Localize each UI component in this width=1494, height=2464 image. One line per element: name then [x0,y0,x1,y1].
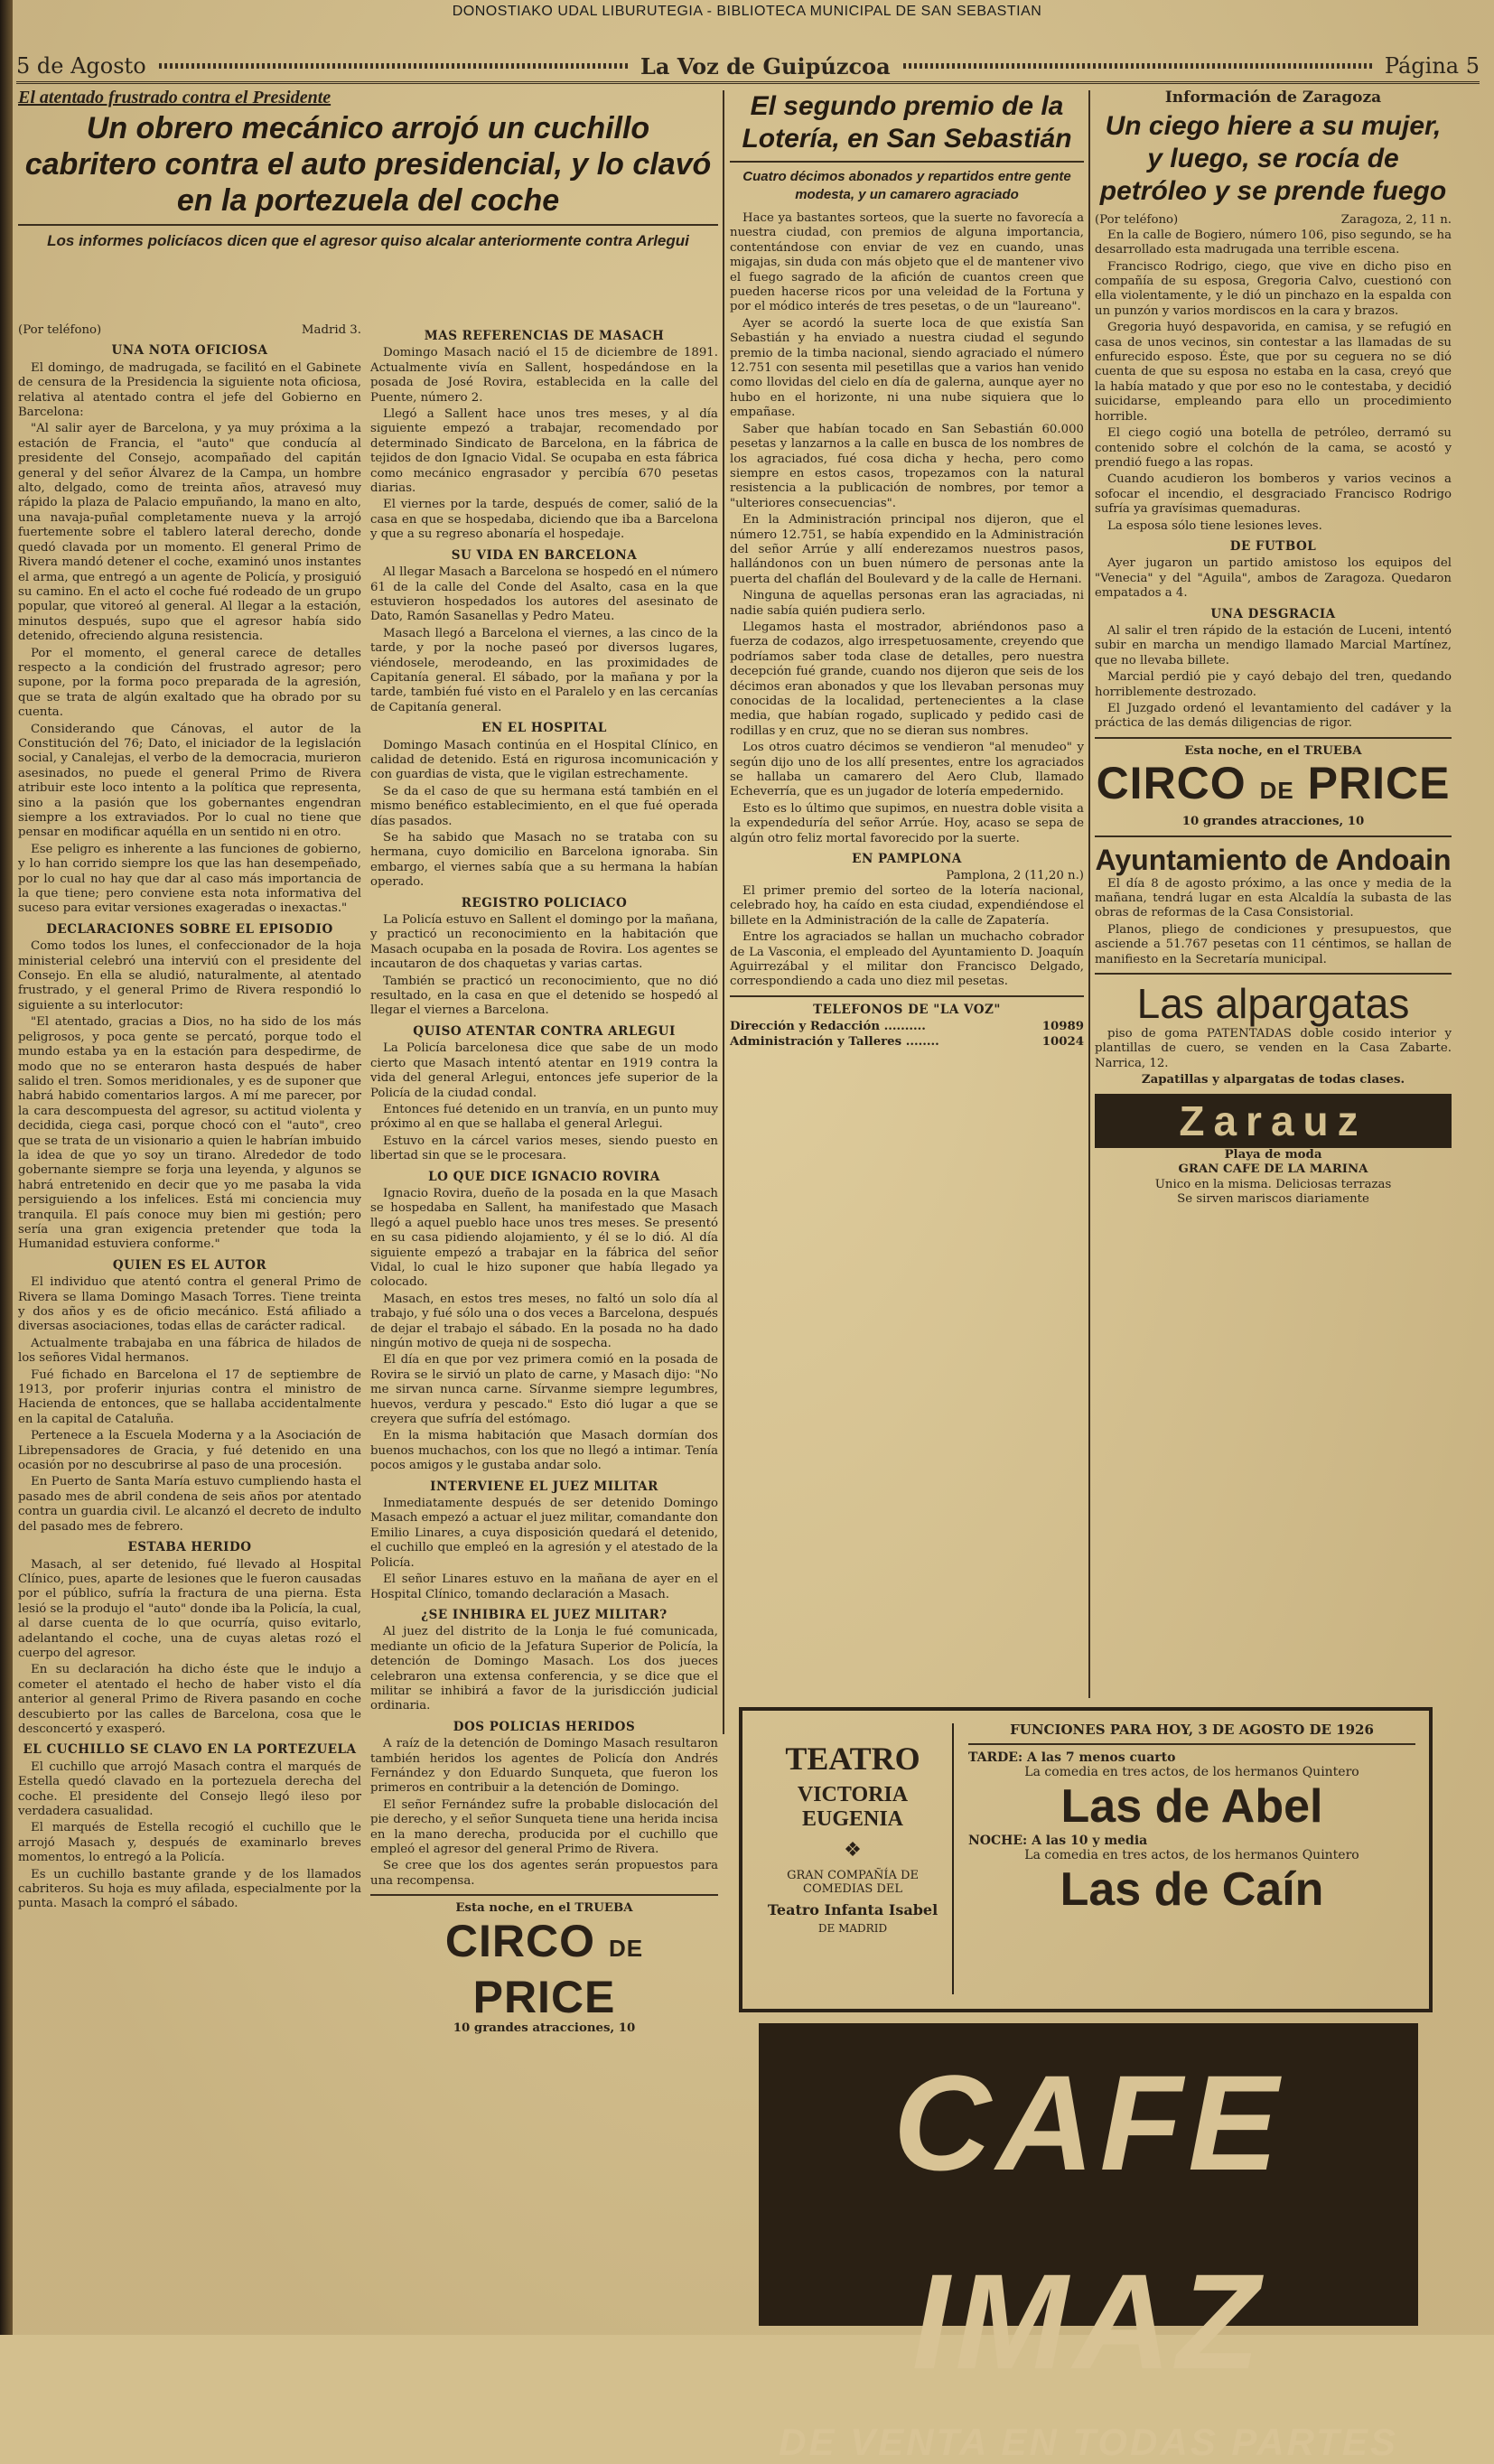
company-line: DE MADRID [817,1922,888,1935]
telephones-title: TELEFONOS DE "LA VOZ" [813,1002,1001,1017]
library-banner: DONOSTIAKO UDAL LIBURUTEGIA - BIBLIOTECA MUNICIPAL DE SAN SEBASTIAN [452,4,1042,19]
subhead: INTERVIENE EL JUEZ MILITAR [430,1479,658,1494]
subhead: ESTABA HERIDO [127,1540,252,1555]
circo-ad-sub: 10 grandes atracciones, 10 [1181,815,1365,829]
dateline [18,323,361,338]
circo-de: DE [608,1934,644,1962]
paragraph: El viernes por la tarde, después de comer, salió de la casa en que se hospedaba, diciendo que iba a Barcelona y que a su regreso abonaría el hospedaje. [370,498,718,542]
paragraph: El señor Linares estuvo en la mañana de ayer en el Hospital Clínico, tomando declaración a Masach. [370,1573,718,1601]
paragraph: Se da el caso de que su hermana está también en el mismo benéfico establecimiento, en el que fué operada días pasados. [370,784,718,828]
divider [370,1894,718,1896]
paragraph: Cuando acudieron los bomberos y varios vecinos a sofocar el incendio, el desgraciado Francisco Rodrigo sufría ya gravísimas quemaduras. [1095,472,1452,517]
paragraph: El primer premio del sorteo de la lotería nacional, celebrado hoy, ha caído en esta ciudad, expendiéndose el billete en la Administración de la calle de Zapatería. [730,883,1084,928]
paragraph: Planos, pliego de condiciones y presupuestos, que asciende a 51.767 pesetas con 11 céntimos, se hallan de manifiesto en la Secretaría municipal. [1095,922,1452,966]
cafe-subtitle: DE VENTA EN TODAS PARTES [779,2421,1398,2463]
lottery-headline: El segundo premio de la Lotería, en San Sebastián [742,91,1072,154]
program-heading: FUNCIONES PARA HOY, 3 DE AGOSTO DE 1926 [1010,1722,1374,1738]
paragraph: El señor Fernández sufre la probable dislocación del pie derecho, y el señor Sunqueta tiene una herida incisa en la mano derecha, producida por el cuchillo que empleó el agresor del general Primo de Rivera. [370,1797,718,1856]
alpargatas-ad-title: Las alpargatas [1136,980,1410,1028]
article-deck: Los informes policíacos dicen que el agresor quiso alcalar anteriormente contra Arlegui [47,232,689,250]
paragraph: Al juez del distrito de la Lonja le fué comunicada, mediante un oficio de la Jefatura Superior de Policía, la detención de Domingo Masach. Los dos jueces celebraron una extensa conferencia, y se dice que el militar se inhibirá a favor de la jurisdicción judicial ordinaria. [370,1625,718,1713]
paragraph: El día 8 de agosto próximo, a las once y media de la mañana, tendrá lugar en esta Alcaldía la subasta de las obras de reformas de la Casa Consistorial. [1095,876,1452,920]
play-title: Las de Caín [1060,1863,1324,1916]
paragraph: piso de goma PATENTADAS doble cosido interior y plantillas de cuero, se venden en la Casa Zabarte. Narrica, 12. [1095,1027,1452,1070]
paragraph: El individuo que atentó contra el general Primo de Rivera se llama Domingo Masach Torres. Tiene treinta y dos años y es de oficio mecánico. Está afiliado a diversas asociaciones, todas ellas de carácter radical. [18,1275,361,1334]
paragraph: Zapatillas y alpargatas de todas clases. [1141,1073,1405,1087]
paragraph: Francisco Rodrigo, ciego, que vive en dicho piso en compañía de su esposa, Gregoria Calvo, cuestionó con ella violentamente, y le dió un pinchazo en la espalda con un punzón y varios mordiscos en la cara y brazos. [1095,259,1452,318]
circo-price: PRICE [472,1971,616,2022]
zarauz-line: Se sirven mariscos diariamente [1177,1191,1369,1206]
paragraph: Los otros cuatro décimos se vendieron "al menudeo" y según dijo uno de los allí presentes, entre los agraciados se hallaba un camarero del Aero Club, llamado Echeverría, que es un jugador de lotería empedernido. [730,741,1084,799]
divider [1095,737,1452,739]
paragraph: Domingo Masach nació el 15 de diciembre de 1891. Actualmente vivía en Sallent, hospedándose en la posada de José Rovira, establecida en la calle del Puente, número 2. [370,346,718,405]
divider [1095,835,1452,837]
zarauz-banner [1095,1094,1452,1148]
divider [730,161,1084,163]
subhead: DOS POLICIAS HERIDOS [453,1719,636,1734]
paragraph: Estuvo en la cárcel varios meses, siendo puesto en libertad sin que se le procesara. [370,1134,718,1163]
circo-word: CIRCO [444,1915,596,1966]
paragraph: Ayer jugaron un partido amistoso los equipos del "Venecia" y del "Aguila", ambos de Zaragoza. Quedaron empatados a 4. [1095,556,1452,601]
paragraph: El cuchillo que arrojó Masach contra el marqués de Estella quedó clavado en la portezuela derecha del coche. El presidente del Consejo llegó ileso por verdadera casualidad. [18,1759,361,1818]
paragraph: Masach, al ser detenido, fué llevado al Hospital Clínico, pues, aparte de lesiones que le fueron causadas por el público, sufría la fractura de una pierna. Esta lesió se la produjo el "auto" donde iba la Policía, la cual, al darse cuenta de lo que ocurría, quiso evitarlo, adelantando el coche, una de cuyas aletas rozó el cuerpo del agresor. [18,1557,361,1660]
paragraph: Por el momento, el general carece de detalles respecto a la condición del frustrado agresor; pero supone, por la forma poco preparada de la agresión, que se trata de algún exaltado que ha obrado por su cuenta. [18,646,361,720]
divider [1095,973,1452,975]
paragraph: Entre los agraciados se hallan un muchacho cobrador de La Vasconia, el empleado del Ayuntamiento D. Joaquín Aguirrezábal y el militar don Francisco Delgado, correspondiendo a cada uno diez mil pesetas. [730,930,1084,989]
circo-price: PRICE [1307,758,1451,809]
telephone-label: Dirección y Redacción .......... [730,1020,926,1034]
subhead: QUIEN ES EL AUTOR [112,1257,267,1273]
circo-ad-top: Esta noche, en el TRUEBA [455,1901,633,1916]
paragraph: El día en que por vez primera comió en la posada de Rovira se le sirvió un plato de carne, y Masach dijo: "No me sirvan nunca carne. Sírvanme siempre legumbres, huevos, verdura y pescado." Esto dió lugar a que se creyera que sufría del estómago. [370,1353,718,1427]
paragraph: Marcial perdió pie y cayó debajo del tren, quedando horriblemente destrozado. [1095,670,1452,699]
play-description: La comedia en tres actos, de los hermanos Quintero [1024,1765,1359,1779]
article-headline: Un obrero mecánico arrojó un cuchillo cabritero contra el auto presidencial, y lo clavó en la portezuela del coche [24,111,712,219]
paragraph: La esposa sólo tiene lesiones leves. [1107,518,1322,533]
paragraph: Masach llegó a Barcelona el viernes, a las cinco de la tarde, y por la noche paseó por diversos lugares, viéndosele, merodeando, en las proximidades de Capitanía general. El sábado, por la mañana y por la tarde, también fué visto en el Paralelo y en las cercanías de Capitanía general. [370,626,718,714]
paragraph: Se cree que los dos agentes serán propuestos para una recompensa. [370,1859,718,1888]
header-paper: La Voz de Guipúzcoa [640,52,891,79]
article-column-1 [18,323,361,1914]
header-rule [903,63,1372,69]
paragraph: Entonces fué detenido en un tranvía, en un punto muy próximo al en que se hallaba el general Arlegui. [370,1102,718,1132]
paragraph: Considerando que Cánovas, el autor de la Constitución del 76; Dato, el iniciador de la legislación social, y Canalejas, el verbo de la democracia, murieron asesinados, no puede el general Primo de Rivera atribuir este loco intento a la política que representa, sino a la pasión que los gobernantes engendran siempre a los extraviados. Por lo cual no tiene que pensar en modificar aquélla en un sentido ni en otro. [18,722,361,840]
header-date: 5 de Agosto [16,53,146,79]
cafe-title: CAFE IMAZ [892,2047,1284,2397]
article-column-3 [730,90,1084,1050]
divider [18,224,718,226]
teatro-ad [739,1707,1433,2012]
subhead: MAS REFERENCIAS DE MASACH [424,329,665,343]
paragraph: "Al salir ayer de Barcelona, y ya muy próxima a la estación de Francia, el "auto" que conducía al presidente del Consejo, acompañado del capitán general y del señor Álvarez de la Campa, un hombre alto, delgado, como de treinta años, atravesó muy rápido la plaza de Palacio empuñando, la mano en alto, una navaja-puñal completamente nueva y la arrojó fuertemente sobre el tablero lateral derecho, donde quedó clavada por un momento. El general Primo de Rivera mandó detener el coche, examinó unos instantes el arma, que entregó a un agente de Policía, y prosiguió su camino. En el acto el coche fué rodeado de un grupo popular, que vitoreó al general. Al llegar a la estación, minutos después, supo que el agresor había sido detenido, ofreciendo alguna resistencia. [18,422,361,644]
page-binding-edge [0,0,13,2335]
paragraph: Esto es lo último que supimos, en nuestra doble visita a la expendeduría del señor Arrúe. Hoy, acaso se sepa de algún otro feliz mortal favorecido por la suerte. [730,801,1084,845]
subhead: SU VIDA EN BARCELONA [451,547,638,563]
paragraph: Actualmente trabajaba en una fábrica de hilados de los señores Vidal hermanos. [18,1336,361,1366]
paragraph: Ese peligro es inherente a las funciones de gobierno, y lo han corrido siempre los que las han desempeñado, por lo cual no hay que dar al caso más importancia de la que tiene; pero conviene esta nota informativa del suceso para evitar versiones exageradas o inexactas." [18,842,361,916]
circo-ad-top: Esta noche, en el TRUEBA [1184,743,1362,758]
zarauz-title: Zarauz [1179,1097,1368,1144]
paragraph: En la calle de Bogiero, número 106, piso segundo, se ha desarrollado esta madrugada una terrible escena. [1095,228,1452,257]
teatro-logo-name: VICTORIA EUGENIA [797,1783,909,1831]
paragraph: Al llegar Masach a Barcelona se hospedó en el número 61 de la calle del Conde del Asalto, casa en la que estuvieron hospedados los autores del asesinato de Dato, Ramón Sasanellas y Pedro Mateu. [370,565,718,624]
paragraph: Masach, en estos tres meses, no faltó un solo día al trabajo, y fué sólo una o dos veces a Barcelona, después de dejar el trabajo el sábado. En la posada no ha dado ningún motivo de queja ni de sospecha. [370,1292,718,1350]
cafe-imaz-ad [759,2023,1418,2463]
subhead: QUISO ATENTAR CONTRA ARLEGUI [413,1023,676,1039]
telephone-row [730,1020,1084,1034]
telephone-number: 10024 [1041,1034,1084,1049]
subhead: EN EL HOSPITAL [481,721,607,736]
article-attentat-header [18,90,718,251]
paragraph: Inmediatamente después de ser detenido Domingo Masach empezó a actuar el juez militar, comandante don Emilio Linares, a cuya disposición quedará el detenido, el cuchillo que empleó en la agresión y el atestado de la Policía. [370,1497,718,1570]
telephone-number: 10989 [1041,1020,1084,1034]
dateline-place: Zaragoza, 2, 11 n. [1340,213,1452,228]
dateline-source: (Por teléfono) [18,323,102,337]
circo-de: DE [1259,777,1294,805]
subhead: REGISTRO POLICIACO [461,895,628,910]
column-divider [1088,90,1090,1698]
zarauz-line: Playa de moda [1224,1147,1322,1162]
paragraph: Pertenece a la Escuela Moderna y a la Asociación de Librepensadores de Gracia, y fué detenido en una ocasión por no descubrirse al paso de una procesión. [18,1429,361,1473]
company-line: GRAN COMPAÑÍA DE [787,1869,919,1882]
paragraph: Ignacio Rovira, dueño de la posada en la que Masach se hospedaba en Sallent, ha manifestado que Masach llegó a aquel pueblo hace unos tres meses. Se presentó en su casa pidiendo alojamiento, y él se lo dió. Al día siguiente empezó a trabajar en la fábrica del señor Vidal, lo cual le hizo suponer que había llegado ya colocado. [370,1186,718,1290]
paragraph: En la misma habitación que Masach dormían dos buenos muchachos, con los que no llegó a intimar. Tenía pocos amigos y le gustaba andar solo. [370,1429,718,1473]
paragraph: Es un cuchillo bastante grande y de los llamados cabriteros. Su hoja es muy afilada, especialmente por la punta. Masach la compró el sábado. [18,1867,361,1911]
paragraph: Llegamos hasta el mostrador, abriéndonos paso a fuerza de codazos, algo irrespetuosamente, creyendo que podríamos saber toda clase de detalles, pero nuestra decepción fué grande, cuando nos dijeron que seis de los décimos eran abonados y que los llevaban personas muy conocidas de la localidad, pertenecientes a la clase media, que habían rogado, suplicado y pedido casi de rodillas y en cruz, que no se dieran sus nombres. [730,620,1084,738]
paragraph: A raíz de la detención de Domingo Masach resultaron también heridos los agentes de Policía don Andrés Fernández y don Eduardo Sunqueta, que fueron los primeros en contribuir a la detención de Domingo. [370,1737,718,1796]
zarauz-line: Unico en la misma. Deliciosas terrazas [1154,1177,1392,1191]
header-rule [159,63,628,69]
paragraph: También se practicó un reconocimiento, que no dió resultado, en la casa en que el detenido se hospedó al llegar el viernes a Barcelona. [370,974,718,1018]
dateline-place: Madrid 3. [301,323,361,337]
paragraph: El domingo, de madrugada, se facilitó en el Gabinete de censura de la Presidencia la siguiente nota oficiosa, relativa al atentado contra el jefe del Gobierno en Barcelona: [18,360,361,420]
andoain-ad-title: Ayuntamiento de Andoain [1095,843,1452,876]
paragraph: Se ha sabido que Masach no se trataba con su hermana, cuyo domicilio en Barcelona ignoraba. Sin embargo, el viernes sabía que a su hermana la habían operado. [370,831,718,890]
paragraph: Llegó a Sallent hace unos tres meses, y al día siguiente empezó a trabajar, recomendado por determinado Sindicato de Barcelona, en la fábrica de tejidos de don Ignacio Vidal. Se ocupaba en esta fábrica como mecánico engrasador y percibía 670 pesetas diarias. [370,407,718,496]
paragraph: En su declaración ha dicho éste que le indujo a cometer el atentado el hecho de haber visto el día anterior al general Primo de Rivera pasando en coche descubierto por las calles de Barcelona, cosa que le desconcertó y exasperó. [18,1663,361,1736]
ornament-icon: ❖ [844,1839,862,1862]
paragraph: La Policía estuvo en Sallent el domingo por la mañana, y practicó un reconocimiento en la habitación que Masach ocupaba en la posada de Rovira. Los agentes se incautaron de dos chaquetas y varias cartas. [370,913,718,972]
subhead: EN PAMPLONA [852,852,962,867]
header-page: Página 5 [1384,53,1480,79]
paragraph: En Puerto de Santa María estuvo cumpliendo hasta el pasado mes de abril condena de seis años por atentado contra un guardia civil. Le alcanzó el decreto de indulto del pasado mes de febrero. [18,1475,361,1534]
paragraph: Fué fichado en Barcelona el 17 de septiembre de 1913, por proferir injurias contra el ministro de Hacienda de entonces, que se hallaba accidentalmente en la capital de Cataluña. [18,1367,361,1426]
subhead: EL CUCHILLO SE CLAVO EN LA PORTEZUELA [23,1742,357,1758]
page-header [16,51,1480,84]
showtime: TARDE: A las 7 menos cuarto [968,1750,1176,1765]
paragraph: La Policía barcelonesa dice que sabe de un modo cierto que Masach intentó atentar en 1919 contra la vida del general Arlegui, entonces jefe superior de la Policía de la ciudad condal. [370,1041,718,1100]
article-column-4 [1095,90,1452,1207]
paragraph: "El atentado, gracias a Dios, no ha sido de los más peligrosos, y poca gente se percató, porque todo el mundo estaba ya en la estación para despedirme, de modo que no se enteraron hasta después de haber salido el tren. Somos meridionales, y es de suponer que habrá habido comentarios largos. A mí me parecer, por la cara descompuesta del agresor, su actitud violenta y decidida, ciega casi, porque chocó con el "auto", creo que se trata de un visionario a quien le habrían imbuido la idea de que yo soy un tirano. Alrededor de todo gobernante siempre se forja una leyenda, y algunos se habrá entretenido en decir que yo me pasaba la vida persiguiendo a los infelices. Está mi conciencia muy tranquila. El país conoce muy bien mi gestión; pero sería una gran exigencia pretender que toda la Humanidad estuviera conforme." [18,1015,361,1252]
circo-word: CIRCO [1096,758,1247,809]
telephone-label: Administración y Talleres ........ [730,1034,939,1049]
paragraph: El Juzgado ordenó el levantamiento del cadáver y la práctica de las demás diligencias de rigor. [1095,702,1452,731]
telephone-row [730,1035,1084,1050]
zarauz-line: GRAN CAFE DE LA MARINA [1178,1162,1368,1177]
subhead: DE FUTBOL [1229,538,1317,554]
zaragoza-headline: Un ciego hiere a su mujer, y luego, se rocía de petróleo y se prende fuego [1099,111,1447,207]
lottery-deck: Cuatro décimos abonados y repartidos entre gente modesta, y un camarero agraciado [742,169,1071,202]
paragraph: En la Administración principal nos dijeron, que el número 12.751, se había expendido en la Administración del señor Arrúe y allí enderezamos nuestros pasos, hallándonos con un buen número de personas ante la puerta del chaflán del Boulevard y de la calle de Hernani. [730,513,1084,586]
dateline: Pamplona, 2 (11,20 n.) [946,869,1084,883]
subhead: ¿SE INHIBIRA EL JUEZ MILITAR? [421,1607,668,1622]
paragraph: Saber que habían tocado en San Sebastián 60.000 pesetas y lanzarnos a la calle en busca de los nombres de los agraciados, fué cosa dicha y hecha, pero como siempre en estos casos, tropezamos con la natural resistencia a la publicación de nombres, por temor a "ulteriores consecuencias". [730,422,1084,510]
company-line: COMEDIAS DEL [803,1882,902,1896]
paragraph: Al salir el tren rápido de la estación de Luceni, intentó subir en marcha un mendigo llamado Marcial Martínez, que no llevaba billete. [1095,623,1452,667]
paragraph: Domingo Masach continúa en el Hospital Clínico, en calidad de detenido. Está en rigurosa incomunicación y con guardias de vista, que le vigilan estrechamente. [370,738,718,782]
circo-ad-sub: 10 grandes atracciones, 10 [453,2021,636,2035]
column-divider [723,90,724,1734]
article-kicker: El atentado frustrado contra el Presidente [18,88,331,107]
subhead: UNA NOTA OFICIOSA [111,343,268,359]
article-column-2 [370,323,718,2036]
divider [968,1743,1415,1745]
dateline [1095,213,1452,228]
play-description: La comedia en tres actos, de los hermanos Quintero [1024,1848,1359,1862]
zaragoza-kicker: Información de Zaragoza [1164,89,1382,107]
showtime: NOCHE: A las 10 y media [968,1834,1148,1848]
teatro-program [968,1722,1415,1917]
paragraph: Hace ya bastantes sorteos, que la suerte no favorecía a nuestra ciudad, con premios de alguna importancia, contentándose con enviar de vez en cuando, unas migajas, sin duda con más objeto que el de mantener vivo el fuego sagrado de la afición de cuantos creen que pueden hacerse ricos por una veleidad de la Fortuna y por el módico interés de tres pesetas, o de un "laureano". [730,211,1084,314]
circo-ad-title [1095,759,1452,815]
dateline-source: (Por teléfono) [1095,213,1179,228]
teatro-logo: TEATRO [785,1741,920,1777]
subhead: DECLARACIONES SOBRE EL EPISODIO [46,921,333,937]
play-title: Las de Abel [1060,1780,1323,1833]
paragraph: Ayer se acordó la suerte loca de que existía San Sebastián y ha enviado a nuestra ciudad el segundo premio de la timba nacional, siendo agraciado el número 12.751 con sesenta mil pesetillas que a varios han venido como llovidas del cielo en día de galerna, aunque ayer no hubo en el horizonte, ni una nube siquiera que lo empañase. [730,316,1084,420]
paragraph: Ninguna de aquellas personas eran las agraciadas, ni nadie sabía quién pudiera serlo. [730,589,1084,618]
paragraph: El marqués de Estella recogió el cuchillo que le arrojó Masach y, después de examinarlo breves momentos, lo entregó a la Policía. [18,1821,361,1865]
teatro-logo-block [753,1723,954,1994]
circo-ad-title [370,1917,718,2021]
paragraph: El ciego cogió una botella de petróleo, derramó su contenido sobre el colchón de la cama, se acostó y prendió fuego a las ropas. [1095,426,1452,470]
paragraph: Como todos los lunes, el confeccionador de la hoja ministerial celebró una interviú con el presidente del Consejo. En ella se aludió, naturalmente, al atentado frustrado, y el general Primo de Rivera respondió lo siguiente a su interlocutor: [18,939,361,1013]
subhead: LO QUE DICE IGNACIO ROVIRA [428,1169,660,1184]
company-line: Teatro Infanta Isabel [767,1901,938,1918]
divider [730,995,1084,997]
paragraph: Gregoria huyó despavorida, en camisa, y se refugió en casa de unos vecinos, sin contestar a las llamadas de su enfurecido esposo. Éste, que por su ceguera no se dió cuenta de que su esposa no estaba en la casa, creyó que la había matado y que por eso no le contestaba, y decidió suicidarse, empleando para ello un procedimiento horrible. [1095,321,1452,424]
subhead: UNA DESGRACIA [1210,606,1336,621]
